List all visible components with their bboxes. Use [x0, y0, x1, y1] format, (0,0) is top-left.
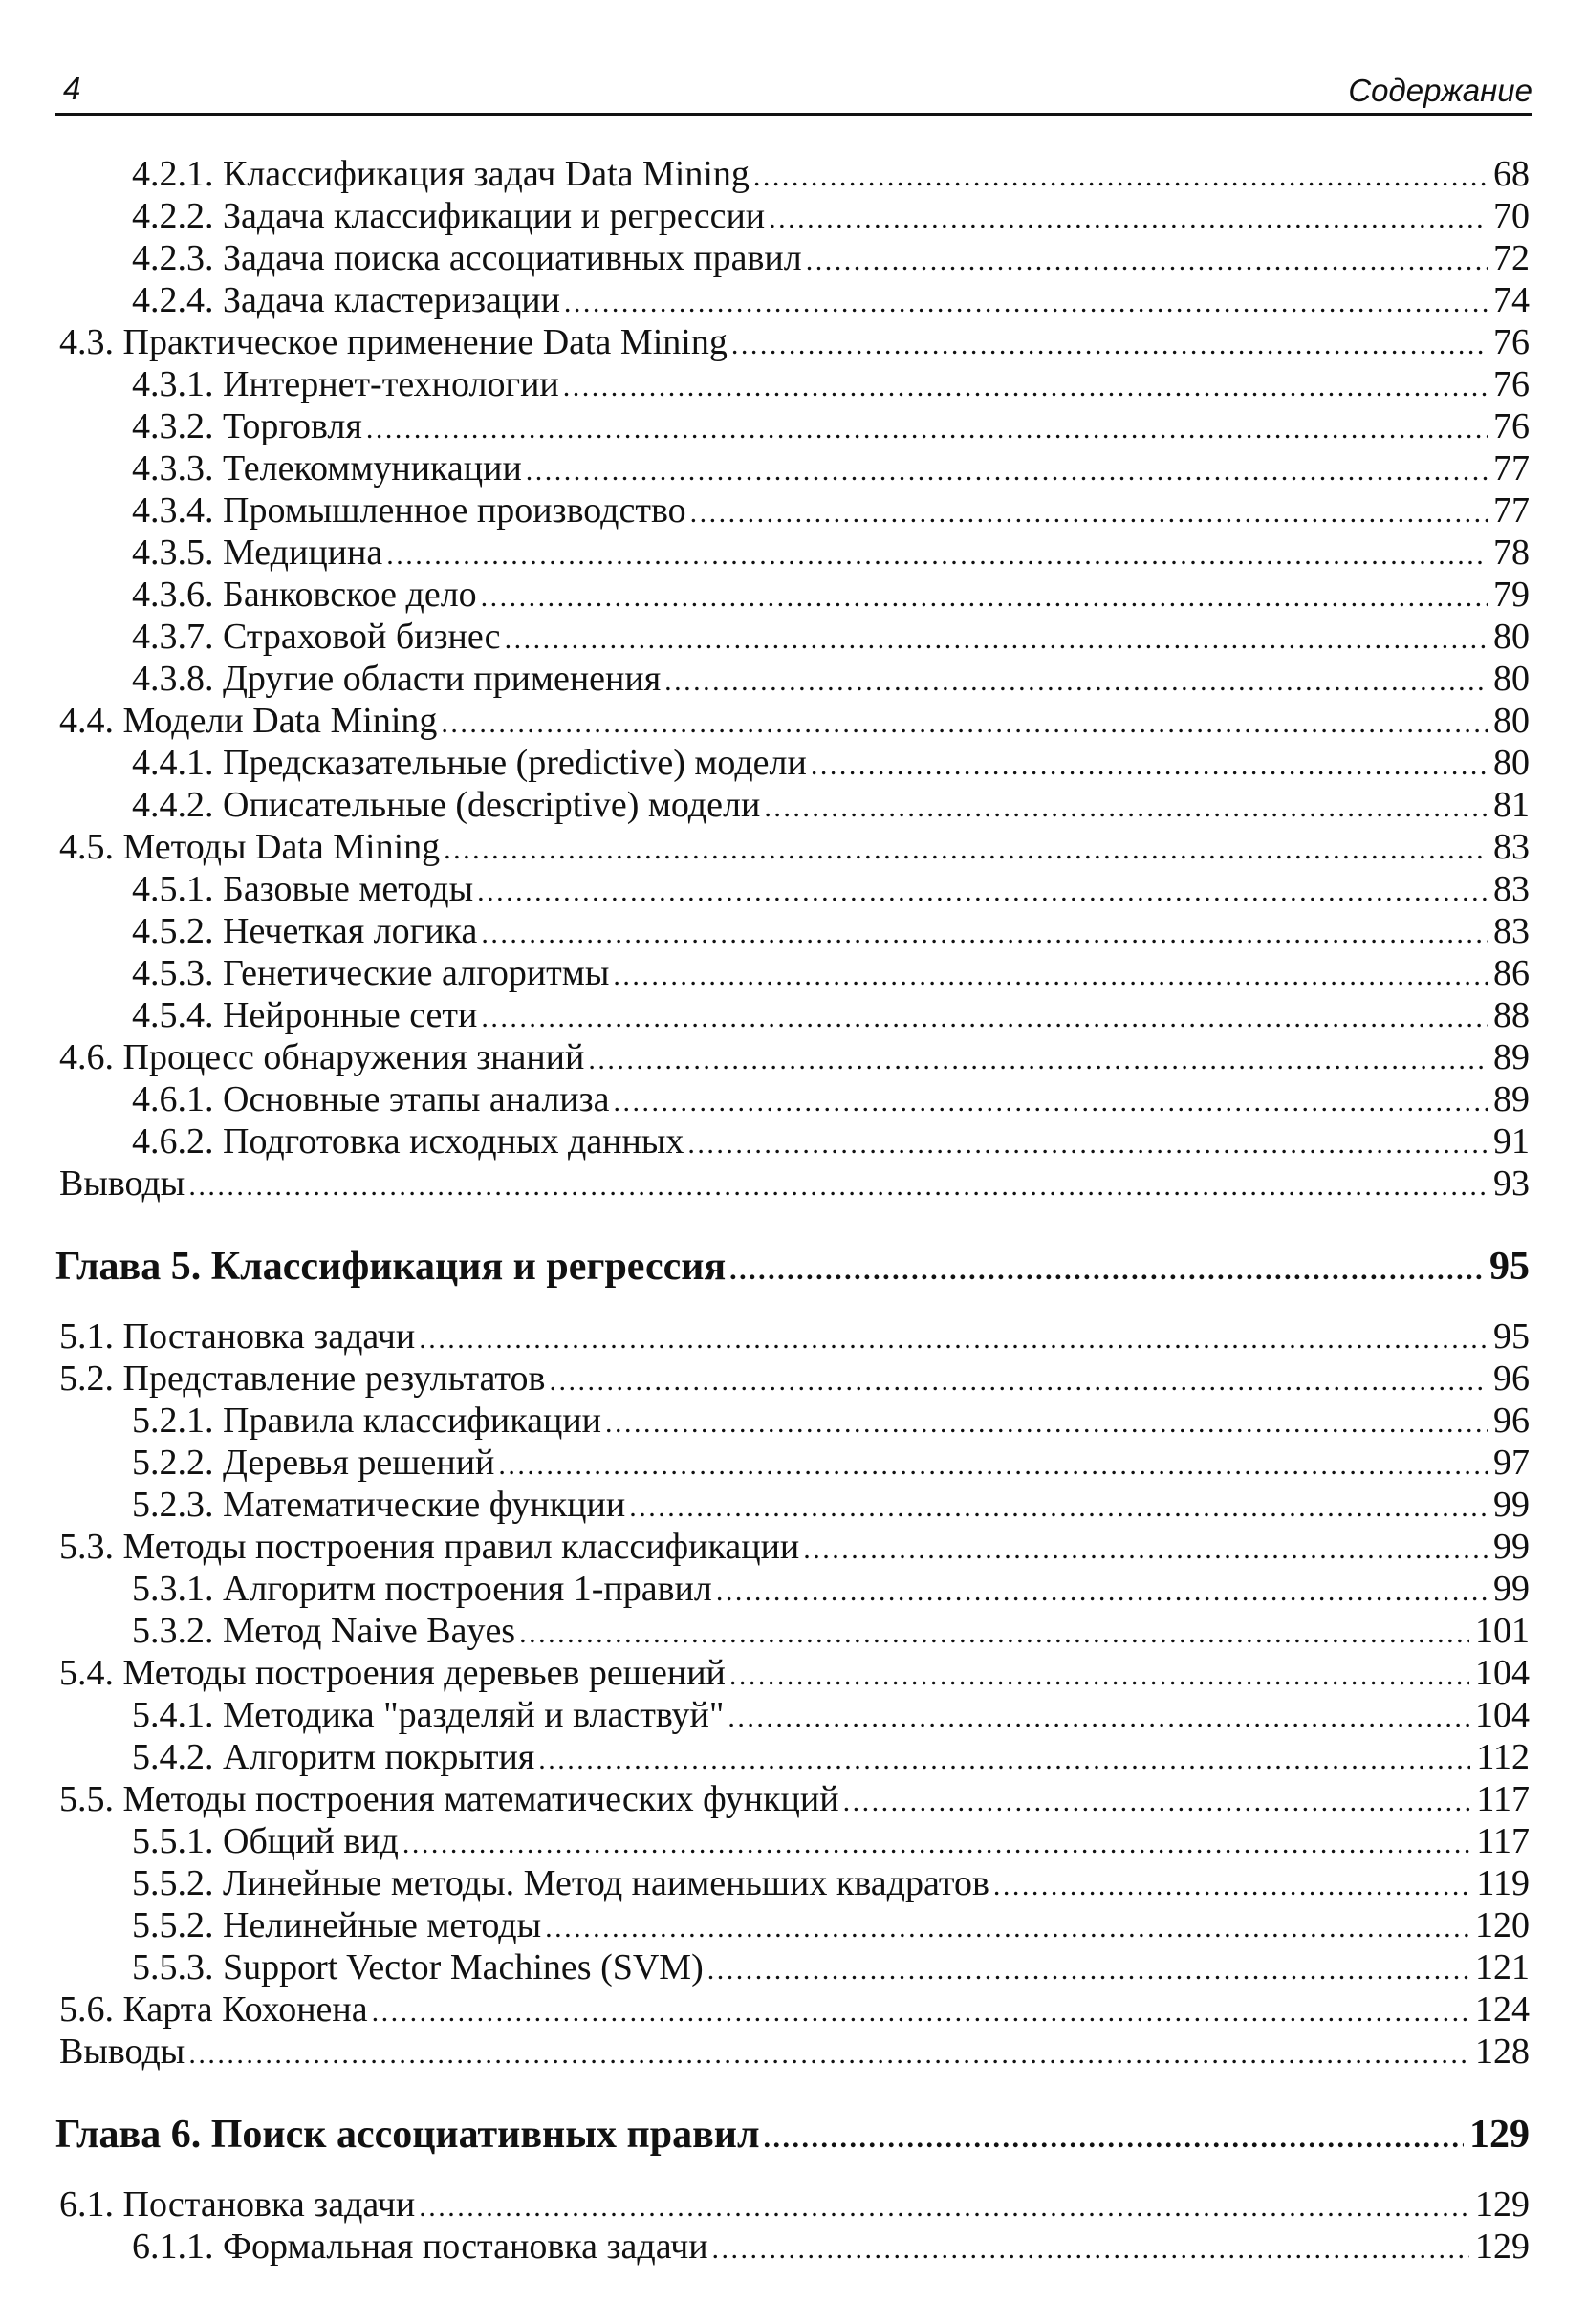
toc-entry-page: 95 [1489, 1245, 1530, 1289]
toc-entry-page: 81 [1493, 785, 1530, 825]
toc-entry-title: 5.2.3. Математические функции [132, 1485, 626, 1525]
toc-entry-title: 5.5.2. Линейные методы. Метод наименьших квадратов [132, 1863, 989, 1903]
toc-entry [59, 1988, 1530, 2031]
dot-leader [687, 1123, 1488, 1165]
dot-leader [843, 1781, 1471, 1823]
toc-entry-title: 4.5. Методы Data Mining [59, 827, 441, 867]
dot-leader [481, 913, 1488, 955]
toc-entry-page: 83 [1493, 827, 1530, 867]
toc-entry-title: 4.3.3. Телекоммуникации [132, 448, 522, 489]
toc-entry-page: 80 [1493, 659, 1530, 699]
toc-entry-title: 5.1. Постановка задачи [59, 1316, 416, 1357]
toc-entry-title: 4.3.8. Другие области применения [132, 659, 662, 699]
toc-entry-title: 4.2.3. Задача поиска ассоциативных правил [132, 238, 802, 278]
toc-entry-title: 5.5.1. Общий вид [132, 1821, 399, 1861]
toc-entry-title: 4.4. Модели Data Mining [59, 701, 438, 741]
toc-entry-title: 5.5.3. Support Vector Machines (SVM) [132, 1947, 704, 1987]
toc-entry [132, 784, 1530, 826]
toc-entry-page: 76 [1493, 364, 1530, 404]
dot-leader [690, 492, 1488, 534]
dot-leader [519, 1613, 1469, 1655]
toc-entry-page: 129 [1475, 2184, 1530, 2225]
dot-leader [444, 829, 1488, 871]
toc-entry-page: 101 [1475, 1611, 1530, 1651]
toc-entry-page: 86 [1493, 953, 1530, 993]
dot-leader [731, 324, 1488, 366]
toc-entry [132, 1904, 1530, 1946]
toc-entry [132, 574, 1530, 616]
toc-entry-page: 89 [1493, 1079, 1530, 1119]
toc-entry-page: 80 [1493, 617, 1530, 657]
toc-entry-title: 4.6.1. Основные этапы анализа [132, 1079, 610, 1119]
toc-entry [59, 1357, 1530, 1400]
dot-leader [769, 198, 1488, 240]
toc-entry [59, 1162, 1530, 1205]
toc-entry [132, 153, 1530, 195]
toc-entry-title: 5.2. Представление результатов [59, 1358, 546, 1399]
toc-entry-title: 5.3. Методы построения правил классификации [59, 1527, 800, 1567]
toc-entry [132, 658, 1530, 700]
toc-chapter-heading [55, 2111, 1530, 2159]
dot-leader [402, 1823, 1471, 1865]
toc-entry-page: 74 [1493, 280, 1530, 320]
dot-leader [613, 955, 1488, 997]
toc-entry-page: 96 [1493, 1401, 1530, 1441]
toc-entry [59, 700, 1530, 742]
toc-entry [59, 2183, 1530, 2226]
toc-entry-title: 4.3.1. Интернет-технологии [132, 364, 559, 404]
dot-leader [188, 2033, 1469, 2075]
toc-entry [132, 2226, 1530, 2268]
toc-entry-page: 95 [1493, 1316, 1530, 1357]
toc-entry-page: 79 [1493, 575, 1530, 615]
page-number: 4 [63, 71, 81, 106]
toc-entry-page: 77 [1493, 490, 1530, 531]
toc-entry-title: 4.3.2. Торговля [132, 406, 362, 446]
toc-entry [132, 1078, 1530, 1120]
toc-entry-title: 4.5.1. Базовые методы [132, 869, 474, 909]
toc-entry-title: 4.5.2. Нечеткая логика [132, 911, 478, 951]
dot-leader [563, 366, 1488, 408]
toc-entry-title: 5.4.2. Алгоритм покрытия [132, 1737, 535, 1777]
toc-entry-page: 97 [1493, 1443, 1530, 1483]
toc-entry-page: 91 [1493, 1121, 1530, 1162]
toc-entry-page: 83 [1493, 911, 1530, 951]
dot-leader [526, 450, 1488, 492]
dot-leader [764, 2115, 1464, 2162]
toc-entry-title: 5.4. Методы построения деревьев решений [59, 1653, 726, 1693]
toc-entry-page: 112 [1476, 1737, 1530, 1777]
dot-leader [729, 1247, 1484, 1294]
toc-entry-title: 4.4.1. Предсказательные (predictive) модели [132, 743, 807, 783]
dot-leader [441, 703, 1488, 745]
toc-entry [132, 1820, 1530, 1862]
toc-entry-title: 5.6. Карта Кохонена [59, 1989, 368, 2030]
toc-entry-page: 99 [1493, 1527, 1530, 1567]
toc-entry [59, 1778, 1530, 1820]
toc-entry [59, 321, 1530, 363]
toc-entry-title: 4.2.2. Задача классификации и регрессии [132, 196, 766, 236]
toc-entry [59, 1652, 1530, 1694]
toc-entry-title: 6.1. Постановка задачи [59, 2184, 416, 2225]
toc-entry-page: 76 [1493, 322, 1530, 362]
dot-leader [481, 997, 1488, 1039]
toc-entry [59, 1526, 1530, 1568]
toc-entry-title: 4.3.6. Банковское дело [132, 575, 477, 615]
toc-entry-page: 104 [1475, 1695, 1530, 1735]
dot-leader [505, 619, 1488, 661]
toc-entry [132, 405, 1530, 447]
dot-leader [729, 1655, 1469, 1697]
toc-entry-title: 4.3.5. Медицина [132, 532, 383, 573]
dot-leader [753, 156, 1488, 198]
dot-leader [366, 408, 1488, 450]
dot-leader [419, 1318, 1488, 1360]
toc-entry-page: 83 [1493, 869, 1530, 909]
dot-leader [664, 661, 1488, 703]
running-title: Содержание [1348, 73, 1532, 108]
toc-entry-title: 4.6.2. Подготовка исходных данных [132, 1121, 684, 1162]
toc-entry-page: 88 [1493, 995, 1530, 1035]
toc-entry-page: 124 [1475, 1989, 1530, 2030]
toc-entry-page: 129 [1475, 2226, 1530, 2267]
toc-entry-title: 5.3.2. Метод Naive Bayes [132, 1611, 516, 1651]
toc-entry-page: 78 [1493, 532, 1530, 573]
toc-entry-page: 120 [1475, 1905, 1530, 1945]
toc-entry [132, 1694, 1530, 1736]
toc-entry [59, 826, 1530, 868]
toc-entry-page: 93 [1493, 1163, 1530, 1204]
dot-leader [806, 240, 1488, 282]
toc-entry-page: 129 [1469, 2113, 1530, 2157]
toc-entry [132, 742, 1530, 784]
toc-entry-title: 4.2.1. Классификация задач Data Mining [132, 154, 750, 194]
dot-leader [764, 787, 1488, 829]
dot-leader [564, 282, 1488, 324]
toc-entry-page: 70 [1493, 196, 1530, 236]
dot-leader [538, 1739, 1470, 1781]
dot-leader [386, 534, 1488, 576]
toc-entry [132, 195, 1530, 237]
dot-leader [605, 1402, 1488, 1444]
toc-entry-page: 119 [1476, 1863, 1530, 1903]
toc-entry-title: 4.5.4. Нейронные сети [132, 995, 478, 1035]
dot-leader [498, 1444, 1488, 1487]
dot-leader [707, 1949, 1469, 1991]
dot-leader [545, 1907, 1469, 1949]
toc-entry [132, 1862, 1530, 1904]
toc-chapter-heading [55, 1243, 1530, 1291]
dot-leader [728, 1697, 1469, 1739]
toc-entry [59, 2031, 1530, 2073]
toc-entry-page: 121 [1475, 1947, 1530, 1987]
toc-entry-title: 4.4.2. Описательные (descriptive) модели [132, 785, 761, 825]
dot-leader [588, 1039, 1488, 1081]
toc-entry-title: 5.2.2. Деревья решений [132, 1443, 495, 1483]
toc-entry-page: 68 [1493, 154, 1530, 194]
toc-entry [132, 868, 1530, 910]
toc-entry-title: Глава 5. Классификация и регрессия [55, 1245, 727, 1289]
toc-entry [59, 1036, 1530, 1078]
toc-entry [132, 447, 1530, 489]
toc-entry-page: 104 [1475, 1653, 1530, 1693]
toc-entry-title: 5.4.1. Методика "разделяй и властвуй" [132, 1695, 725, 1735]
toc-entry [132, 952, 1530, 994]
toc-entry-title: 4.3. Практическое применение Data Mining [59, 322, 728, 362]
toc-entry [132, 1400, 1530, 1442]
toc-entry [132, 363, 1530, 405]
toc-entry [132, 994, 1530, 1036]
toc-entry-title: 5.5. Методы построения математических функций [59, 1779, 839, 1819]
dot-leader [803, 1529, 1488, 1571]
toc-entry-page: 89 [1493, 1037, 1530, 1077]
toc-entry-page: 117 [1476, 1779, 1530, 1819]
dot-leader [549, 1360, 1488, 1402]
dot-leader [811, 745, 1488, 787]
toc-entry-title: Выводы [59, 2031, 185, 2072]
toc-entry [132, 279, 1530, 321]
toc-entry-title: 4.5.3. Генетические алгоритмы [132, 953, 610, 993]
dot-leader [716, 1571, 1488, 1613]
dot-leader [481, 576, 1488, 619]
toc-entry-page: 76 [1493, 406, 1530, 446]
toc-entry [132, 1736, 1530, 1778]
toc-entry-title: 5.2.1. Правила классификации [132, 1401, 601, 1441]
toc-entry [132, 532, 1530, 574]
toc-entry-page: 77 [1493, 448, 1530, 489]
dot-leader [993, 1865, 1470, 1907]
toc-entry [59, 1315, 1530, 1357]
toc-entry-page: 80 [1493, 743, 1530, 783]
toc-entry [132, 1610, 1530, 1652]
toc-entry-page: 99 [1493, 1485, 1530, 1525]
toc-entry [132, 616, 1530, 658]
toc-entry-page: 99 [1493, 1569, 1530, 1609]
dot-leader [629, 1487, 1488, 1529]
toc-entry-page: 117 [1476, 1821, 1530, 1861]
toc-entry [132, 910, 1530, 952]
toc-entry [132, 489, 1530, 532]
toc-entry [132, 237, 1530, 279]
toc-entry-page: 80 [1493, 701, 1530, 741]
toc-entry-title: 4.2.4. Задача кластеризации [132, 280, 560, 320]
toc-entry-title: 6.1.1. Формальная постановка задачи [132, 2226, 708, 2267]
dot-leader [372, 1991, 1469, 2033]
toc-entry [132, 1568, 1530, 1610]
toc-entry [132, 1946, 1530, 1988]
toc-entry-title: 5.3.1. Алгоритм построения 1-правил [132, 1569, 712, 1609]
toc-entry-title: Глава 6. Поиск ассоциативных правил [55, 2113, 760, 2157]
toc-entry-title: 4.6. Процесс обнаружения знаний [59, 1037, 585, 1077]
toc-entry-title: Выводы [59, 1163, 185, 1204]
toc-entry-page: 96 [1493, 1358, 1530, 1399]
toc-entry-title: 4.3.4. Промышленное производство [132, 490, 686, 531]
toc-entry [132, 1442, 1530, 1484]
dot-leader [419, 2186, 1469, 2228]
dot-leader [477, 871, 1488, 913]
toc-entry-title: 5.5.2. Нелинейные методы [132, 1905, 542, 1945]
toc-entry-title: 4.3.7. Страховой бизнес [132, 617, 501, 657]
toc-entry-page: 128 [1475, 2031, 1530, 2072]
page-header [55, 63, 1532, 116]
dot-leader [188, 1165, 1488, 1207]
dot-leader [712, 2228, 1469, 2270]
toc-entry [132, 1120, 1530, 1162]
toc-entry [132, 1484, 1530, 1526]
toc-entry-page: 72 [1493, 238, 1530, 278]
dot-leader [614, 1081, 1488, 1123]
